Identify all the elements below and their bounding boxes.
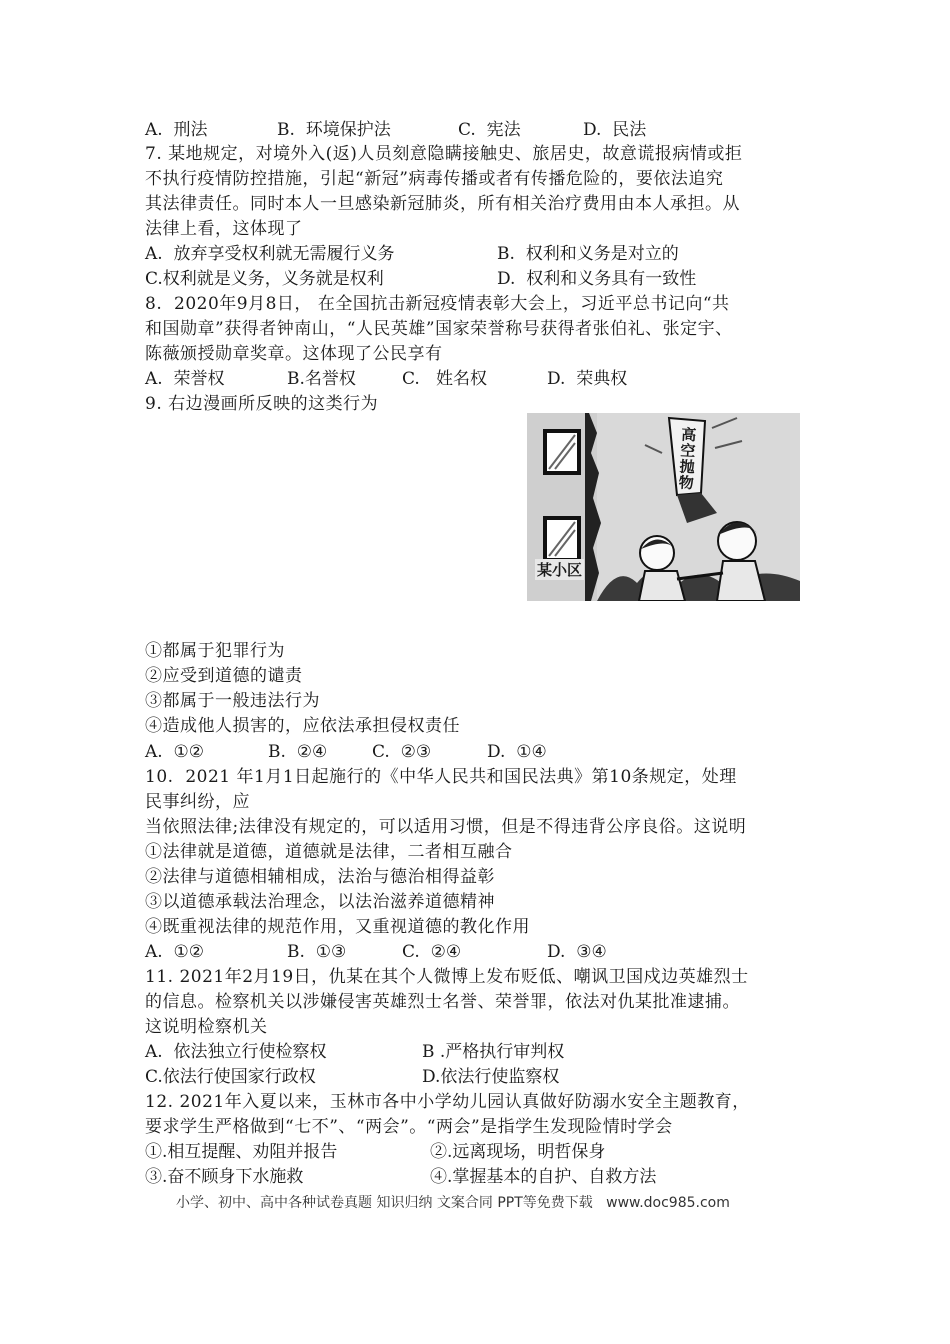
q10-option-a: A. ①② xyxy=(145,942,204,962)
q6-option-c: C. 宪法 xyxy=(458,120,521,140)
q9-option-a: A. ①② xyxy=(145,742,204,762)
q10-statement-3: ③以道德承载法治理念，以法治滋养道德精神 xyxy=(145,892,495,912)
q11-stem-line-1: 11. 2021年2月19日，仇某在其个人微博上发布贬低、嘲讽卫国戍边英雄烈士 xyxy=(145,967,749,987)
q7-option-d: D. 权利和义务具有一致性 xyxy=(497,269,697,289)
q8-option-b: B.名誉权 xyxy=(287,369,356,389)
q11-option-d: D.依法行使监察权 xyxy=(422,1067,560,1087)
q11-stem-line-2: 的信息。检察机关以涉嫌侵害英雄烈士名誉、荣誉罪，依法对仇某批准逮捕。 xyxy=(145,992,740,1012)
q12-option-4: ④.掌握基本的自护、自救方法 xyxy=(430,1167,657,1187)
q6-option-b: B. 环境保护法 xyxy=(277,120,391,140)
q9-option-b: B. ②④ xyxy=(268,742,328,762)
q8-option-a: A. 荣誉权 xyxy=(145,369,225,389)
q12-stem-line-1: 12. 2021年入夏以来，玉林市各中小学幼儿园认真做好防溺水安全主题教育， xyxy=(145,1092,750,1112)
q12-option-3: ③.奋不顾身下水施救 xyxy=(145,1167,304,1187)
q11-option-b: B .严格执行审判权 xyxy=(422,1042,565,1062)
q10-option-c: C. ②④ xyxy=(402,942,462,962)
q7-option-b: B. 权利和义务是对立的 xyxy=(497,244,679,264)
q8-stem-line-3: 陈薇颁授勋章奖章。这体现了公民享有 xyxy=(145,344,443,364)
q10-stem-line-3: 当依照法律;法律没有规定的，可以适用习惯，但是不得违背公序良俗。这说明 xyxy=(145,817,747,837)
q12-option-1: ①.相互提醒、劝阻并报告 xyxy=(145,1142,338,1162)
q9-option-c: C. ②③ xyxy=(372,742,432,762)
q11-option-a: A. 依法独立行使检察权 xyxy=(145,1042,327,1062)
q7-stem-line-4: 法律上看，这体现了 xyxy=(145,219,303,239)
q6-option-a: A. 刑法 xyxy=(145,120,208,140)
q6-option-d: D. 民法 xyxy=(583,120,647,140)
q7-option-c: C.权利就是义务，义务就是权利 xyxy=(145,269,384,289)
cartoon-label-community: 某小区 xyxy=(537,561,583,579)
q10-statement-2: ②法律与道德相辅相成，法治与德治相得益彰 xyxy=(145,867,495,887)
q12-stem-line-2: 要求学生严格做到“七不”、“两会”。“两会”是指学生发现险情时学会 xyxy=(145,1117,673,1137)
q12-option-2: ②.远离现场，明哲保身 xyxy=(430,1142,606,1162)
q11-option-c: C.依法行使国家行政权 xyxy=(145,1067,316,1087)
cartoon-label-throwing: 高空抛物 xyxy=(678,425,697,493)
q8-option-d: D. 荣典权 xyxy=(547,369,628,389)
q10-statement-1: ①法律就是道德，道德就是法律，二者相互融合 xyxy=(145,842,513,862)
q8-stem-line-2: 和国勋章”获得者钟南山，“人民英雄”国家荣誉称号获得者张伯礼、张定宇、 xyxy=(145,319,733,339)
q9-statement-1: ①都属于犯罪行为 xyxy=(145,641,285,661)
q7-stem-line-3: 其法律责任。同时本人一旦感染新冠肺炎，所有相关治疗费用由本人承担。从 xyxy=(145,194,740,214)
q9-statement-3: ③都属于一般违法行为 xyxy=(145,691,320,711)
q8-stem-line-1: 8. 2020年9月8日， 在全国抗击新冠疫情表彰大会上，习近平总书记向“共 xyxy=(145,294,730,314)
q8-option-c: C. 姓名权 xyxy=(402,369,488,389)
high-altitude-throwing-cartoon xyxy=(527,413,800,601)
page-footer: 小学、初中、高中各种试卷真题 知识归纳 文案合同 PPT等免费下载 www.doc985.com xyxy=(176,1195,730,1211)
q10-statement-4: ④既重视法律的规范作用，又重视道德的教化作用 xyxy=(145,917,530,937)
q7-stem-line-1: 7. 某地规定，对境外入(返)人员刻意隐瞒接触史、旅居史，故意谎报病情或拒 xyxy=(145,144,743,164)
q9-statement-4: ④造成他人损害的，应依法承担侵权责任 xyxy=(145,716,460,736)
q11-stem-line-3: 这说明检察机关 xyxy=(145,1017,268,1037)
q10-option-d: D. ③④ xyxy=(547,942,607,962)
q10-stem-line-2: 民事纠纷，应 xyxy=(145,792,250,812)
q7-stem-line-2: 不执行疫情防控措施，引起“新冠”病毒传播或者有传播危险的，要依法追究 xyxy=(145,169,724,189)
q9-statement-2: ②应受到道德的谴责 xyxy=(145,666,303,686)
q10-option-b: B. ①③ xyxy=(287,942,347,962)
q10-stem-line-1: 10. 2021 年1月1日起施行的《中华人民共和国民法典》第10条规定，处理 xyxy=(145,767,737,787)
q9-option-d: D. ①④ xyxy=(487,742,547,762)
q7-option-a: A. 放弃享受权利就无需履行义务 xyxy=(145,244,395,264)
q9-stem: 9. 右边漫画所反映的这类行为 xyxy=(145,394,379,414)
